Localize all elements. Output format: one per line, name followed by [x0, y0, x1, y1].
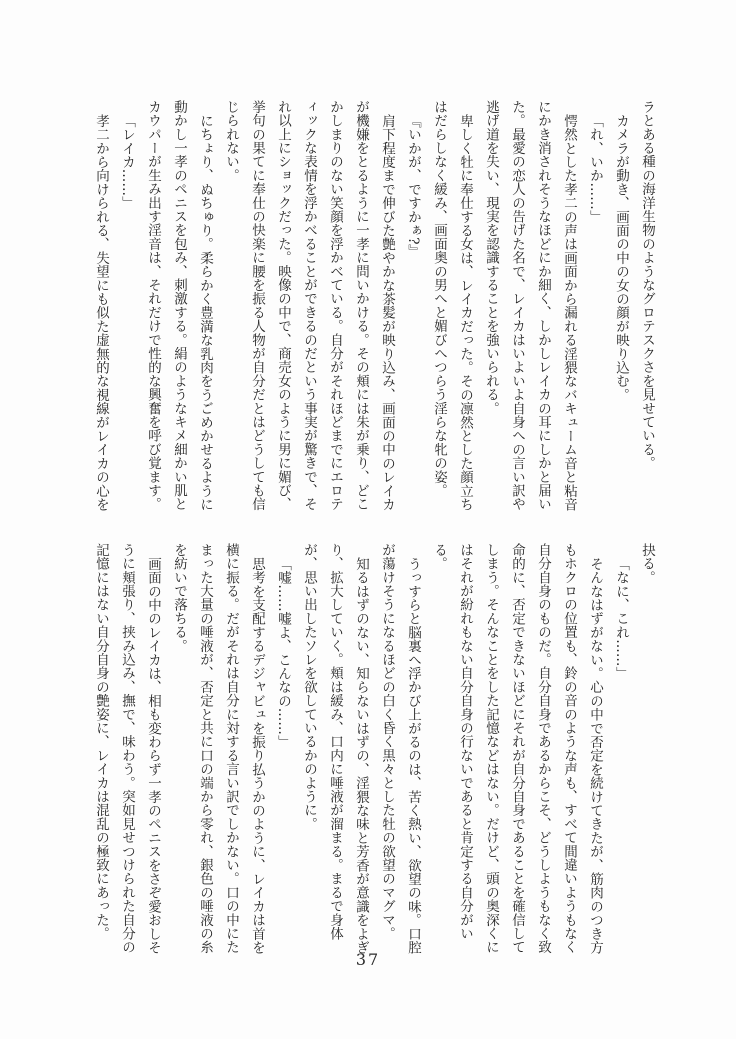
- text-column: り、拡大していく。頬は緩み、口内に唾液が溜まる。まるで身体: [327, 543, 343, 941]
- text-block-lower: [76, 543, 660, 954]
- text-column: 卑しく牡に奉仕する女は、レイカだった。その凛然とした顔立ち: [457, 113, 473, 511]
- text-column: 「なに、これ……」: [613, 556, 629, 680]
- text-column: る。: [431, 543, 447, 571]
- text-column: 抉る。: [639, 543, 655, 585]
- text-column: を紡いで落ちる。: [171, 543, 187, 653]
- text-column: うっすらと脳裏へ浮かび上がるのは、苦く熱い、欲望の味。口腔: [405, 556, 421, 954]
- text-column: 『いかが、ですかぁ?』: [405, 113, 421, 258]
- text-column: 挙句の果てに奉仕の快楽に腰を振る人物が自分だとはどうしても信: [249, 100, 265, 511]
- text-column: にかき消されそうなほどにか細く、しかしレイカの耳にしかと届い: [535, 100, 551, 511]
- text-column: 思考を支配するデジャビュを振り払うかのように、レイカは首を: [249, 556, 265, 954]
- text-column: が機嫌をとるように一孝に問いかける。その頬には朱が乗り、どこ: [353, 100, 369, 511]
- text-column: カメラが動き、画面の中の女の顔が映り込む。: [613, 113, 629, 402]
- text-column: カウパーが生み出す淫音は、それだけで性的な興奮を呼び覚ます。: [145, 100, 161, 511]
- text-column: 動かし一孝のペニスを包み、刺激する。絹のようなキメ細かい肌と: [171, 100, 187, 511]
- text-column: もホクロの位置も、鈴の音のような声も、すべて間違いようもなく: [561, 543, 577, 954]
- text-column: 「れ、いか……」: [587, 113, 603, 224]
- text-block-upper: [76, 100, 660, 511]
- page-number: 37: [355, 950, 381, 969]
- text-column: ラとある種の海洋生物のようなグロテスクさを見せている。: [639, 100, 655, 470]
- text-column: が蕩けそうになるほどの白く昏く黒々とした牡の欲望のマグマ。: [379, 543, 395, 941]
- text-column: 肩下程度まで伸びた艶やかな茶髪が映り込み、画面の中のレイカ: [379, 113, 395, 511]
- text-column: 自分自身のものだ。自分自身であるからこそ、どうしようもなく致: [535, 543, 551, 954]
- text-column: 知るはずのない、知らないはずの、淫猥な味と芳香が意識をよぎ: [353, 556, 369, 954]
- text-column: まった大量の唾液が、否定と共に口の端から零れ、銀色の唾液の糸: [197, 543, 213, 954]
- text-column: 逃げ道を失い、現実を認識することを強いられる。: [483, 100, 499, 416]
- text-column: しまう。そんなことをした記憶などはない。だけど、頭の奥深くに: [483, 543, 499, 954]
- text-column: ィックな表情を浮かべることができるのだという事実が驚きで、そ: [301, 100, 317, 511]
- text-column: 「レイカ……」: [119, 113, 135, 210]
- text-column: はそれが紛れもない自分自身の行ないであると肯定する自分がい: [457, 543, 473, 941]
- text-column: 横に振る。だがそれは自分に対する言い訳でしかない。口の中にた: [223, 543, 239, 954]
- text-column: 愕然とした孝二の声は画面から漏れる淫猥なバキューム音と粘音: [561, 113, 577, 511]
- text-column: かしまりのない笑顔を浮かべている。自分がそれほどまでにエロテ: [327, 100, 343, 511]
- text-column: 画面の中のレイカは、相も変わらず一孝のペニスをさぞ愛おしそ: [145, 556, 161, 954]
- text-column: た。最愛の恋人の告げた名で、レイカはいよいよ自身への言い訳や: [509, 100, 525, 511]
- text-column: 記憶にはない自分自身の艶姿に、レイカは混乱の極致にあった。: [93, 543, 109, 941]
- text-column: そんなはずがない。心の中で否定を続けてきたが、筋肉のつき方: [587, 556, 603, 954]
- text-column: うに頬張り、挟み込み、撫で、味わう。突如見せつけられた自分の: [119, 543, 135, 954]
- text-column: じられない。: [223, 100, 239, 183]
- text-column: 命的に、否定できないほどにそれが自分自身であることを確信して: [509, 543, 525, 954]
- text-column: はだらしなく緩み、画面奥の男へと媚びへつらう淫らな牝の姿。: [431, 100, 447, 498]
- text-column: 「嘘……嘘よ、こんなの……」: [275, 556, 291, 749]
- text-column: が、思い出したソレを欲しているかのように。: [301, 543, 317, 831]
- text-column: にちょり、ぬちゅり。柔らかく豊満な乳肉をうごめかせるように: [197, 113, 213, 511]
- text-column: 孝二から向けられる、失望にも似た虚無的な視線がレイカの心を: [93, 113, 109, 511]
- text-column: れ以上にショックだった。映像の中で、商売女のように男に媚び、: [275, 100, 291, 511]
